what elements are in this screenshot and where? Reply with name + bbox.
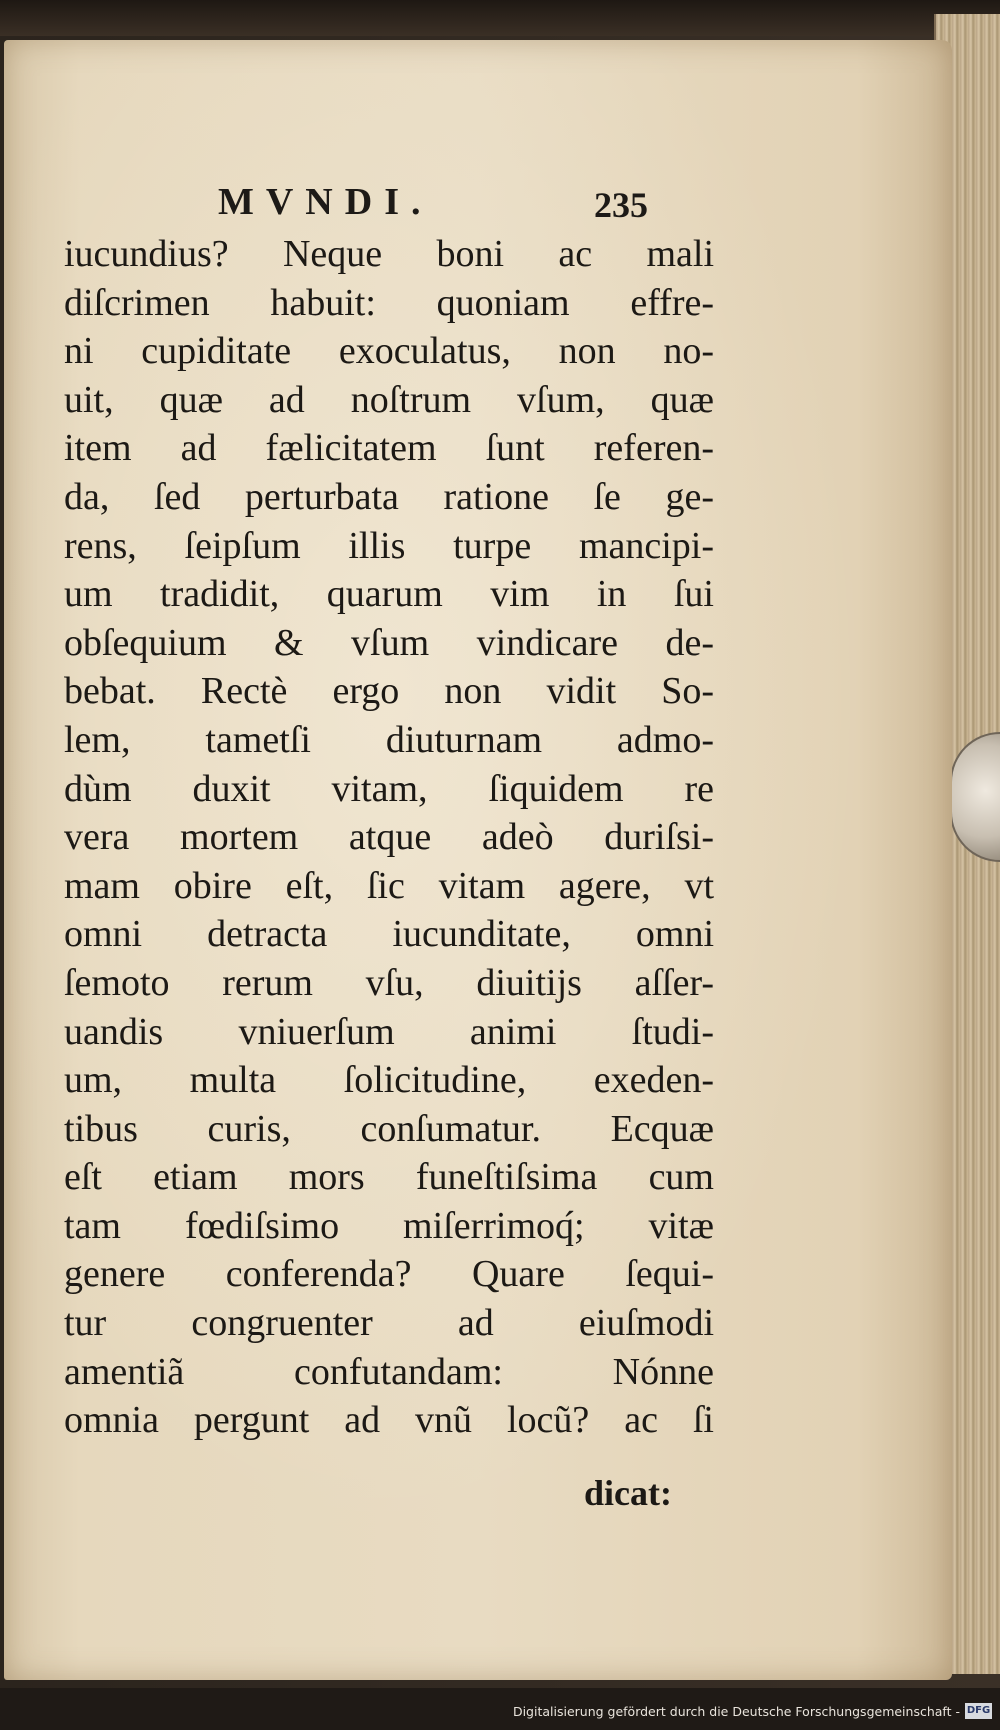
text-line: um, multa ſolicitudine, exeden- [64,1059,714,1102]
text-line: rens, ſeipſum illis turpe mancipi- [64,524,714,567]
text-line: tibus curis, conſumatur. Ecquæ [64,1107,714,1150]
text-line: omni detracta iucunditate, omni [64,913,714,956]
text-line: vera mortem atque adeò duriſsi- [64,816,714,859]
scan-top-border [0,0,1000,36]
text-line: diſcrimen habuit: quoniam effre- [64,281,714,324]
text-line: amentiã confutandam: Nónne [64,1350,714,1393]
text-line: um tradidit, quarum vim in ſui [64,573,714,616]
text-line: ſemoto rerum vſu, diuitijs aſſer- [64,961,714,1004]
text-line: eſt etiam mors funeſtiſsima cum [64,1156,714,1199]
dfg-logo-badge: DFG [965,1703,992,1719]
page-number: 235 [594,185,648,225]
paper-page [4,40,952,1680]
digitization-credit: Digitalisierung gefördert durch die Deutsche Forschungsgemeinschaft - [512,1704,960,1719]
text-line: da, ſed perturbata ratione ſe ge- [64,475,714,518]
text-line: item ad fælicitatem ſunt referen- [64,427,714,470]
page-header [4,174,952,234]
text-line: mam obire eſt, ſic vitam agere, vt [64,864,714,907]
text-line: tur congruenter ad eiuſmodi [64,1302,714,1345]
text-line: omnia pergunt ad vnũ locũ? ac ſi [64,1399,714,1442]
text-line: uit, quæ ad noſtrum vſum, quæ [64,378,714,421]
text-line: uandis vniuerſum animi ſtudi- [64,1010,714,1053]
body-text [64,230,714,1445]
running-head: MVNDI. [218,181,433,223]
text-line: bebat. Rectè ergo non vidit So- [64,670,714,713]
text-line: iucundius? Neque boni ac mali [64,233,714,275]
text-line: genere conferenda? Quare ſequi- [64,1253,714,1296]
text-line: tam fœdiſsimo miſerrimoq́; vitæ [64,1204,714,1247]
text-line: lem, tametſi diuturnam admo- [64,718,714,761]
catchword: dicat: [584,1473,672,1513]
text-line: dùm duxit vitam, ſiquidem re [64,767,714,810]
text-line: obſequium & vſum vindicare de- [64,621,714,664]
text-line: ni cupiditate exoculatus, non no- [64,330,714,373]
